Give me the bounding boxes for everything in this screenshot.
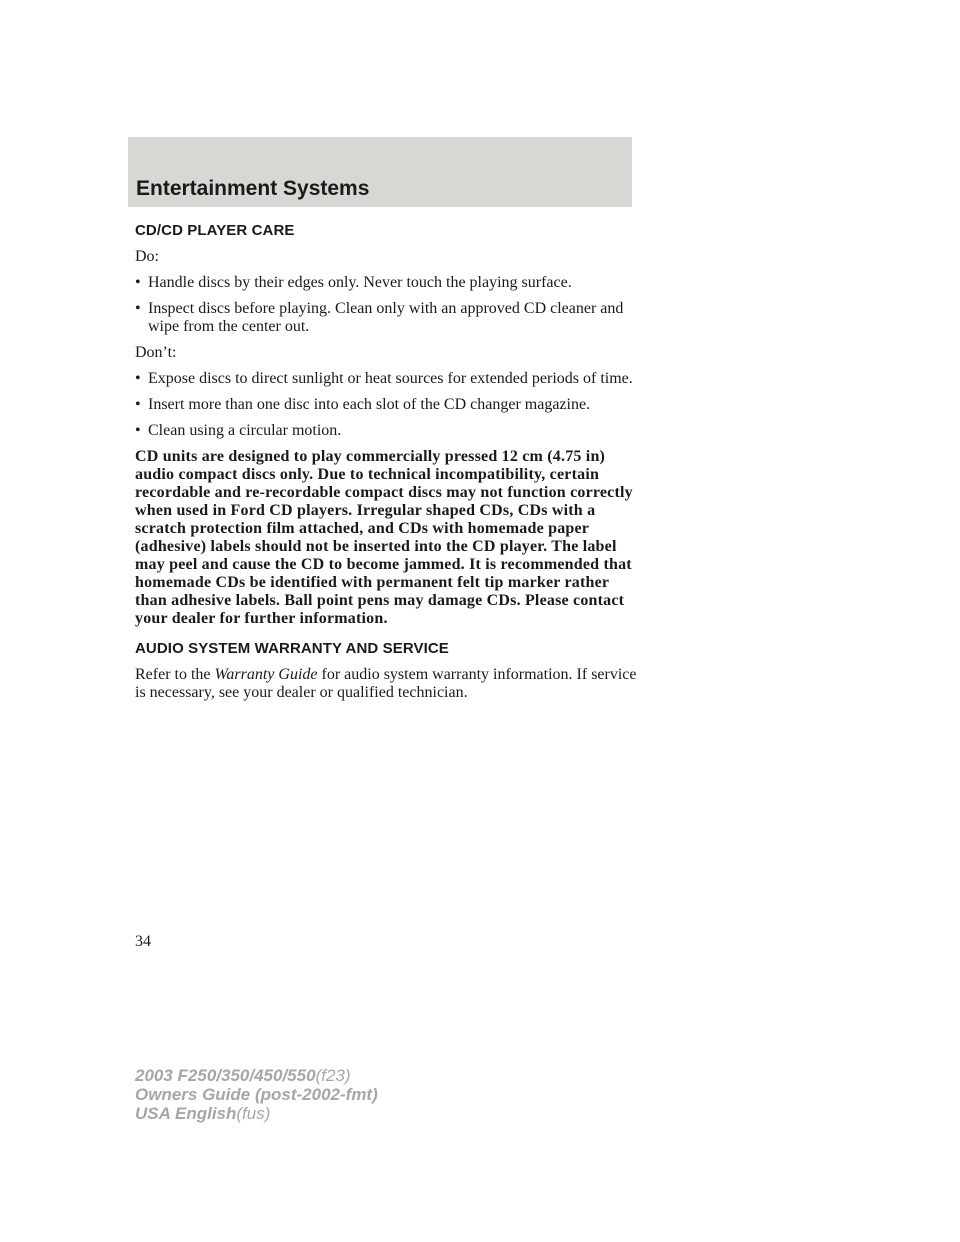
footer-model-code: (f23) xyxy=(315,1066,351,1085)
bullet-icon: • xyxy=(135,370,141,387)
dont-label: Don’t: xyxy=(135,344,177,361)
footer-line-2 xyxy=(135,1085,378,1104)
footer-language-code: (fus) xyxy=(236,1104,271,1123)
dont-item-text: Clean using a circular motion. xyxy=(148,422,342,439)
footer-line-3 xyxy=(135,1104,378,1123)
section-header-band xyxy=(128,137,632,207)
warranty-heading: AUDIO SYSTEM WARRANTY AND SERVICE xyxy=(135,640,449,657)
do-item xyxy=(135,300,645,336)
document-footer xyxy=(135,1066,378,1123)
do-item xyxy=(135,274,645,292)
warranty-paragraph xyxy=(135,666,645,702)
footer-guide-type: Owners Guide (post-2002-fmt) xyxy=(135,1085,378,1104)
footer-language: USA English xyxy=(135,1104,237,1123)
section-title: Entertainment Systems xyxy=(136,177,370,200)
dont-item xyxy=(135,422,645,440)
footer-model: 2003 F250/350/450/550 xyxy=(135,1066,316,1085)
cd-compatibility-warning: CD units are designed to play commercially pressed 12 cm (4.75 in) audio compact discs only. Due to technical incompatibility, certain recordable and re-recordable compact discs may not function correctly when used in Ford CD players. Irregular shaped CDs, CDs with a scratch protection film attached, and CDs with homemade paper (adhesive) labels should not be inserted into the CD player. The label may peel and cause the CD to become jammed. It is recommended that homemade CDs be identified with permanent felt tip marker rather than adhesive labels. Ball point pens may damage CDs. Please contact your dealer for further information. xyxy=(135,448,633,627)
bullet-icon: • xyxy=(135,300,141,317)
page-content xyxy=(135,222,645,710)
do-label: Do: xyxy=(135,248,159,265)
cd-care-heading: CD/CD PLAYER CARE xyxy=(135,222,295,239)
bullet-icon: • xyxy=(135,396,141,413)
do-item-text: Handle discs by their edges only. Never touch the playing surface. xyxy=(148,274,572,291)
dont-item xyxy=(135,370,645,388)
dont-item-text: Expose discs to direct sunlight or heat sources for extended periods of time. xyxy=(148,370,633,387)
warranty-text-after: for audio system warranty information. If service is necessary, see your dealer or qualified technician. xyxy=(135,666,637,701)
dont-item-text: Insert more than one disc into each slot of the CD changer magazine. xyxy=(148,396,591,413)
do-item-text: Inspect discs before playing. Clean only with an approved CD cleaner and wipe from the center out. xyxy=(148,300,624,335)
bullet-icon: • xyxy=(135,274,141,291)
dont-item xyxy=(135,396,645,414)
bullet-icon: • xyxy=(135,422,141,439)
warranty-text-before: Refer to the xyxy=(135,666,215,683)
warranty-guide-reference: Warranty Guide xyxy=(214,666,318,683)
footer-line-1 xyxy=(135,1066,378,1085)
page-number: 34 xyxy=(135,933,151,950)
